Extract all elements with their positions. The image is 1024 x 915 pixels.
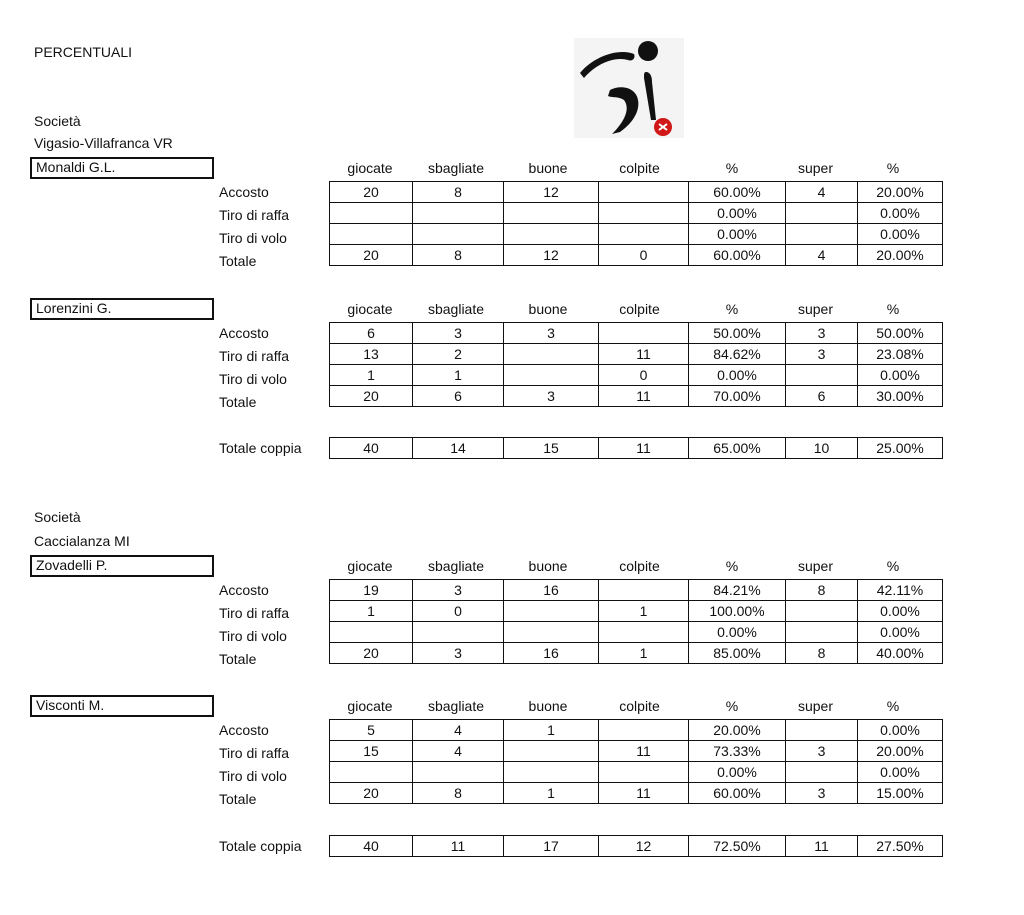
table-cell: 10: [786, 438, 858, 459]
table-cell: 20.00%: [689, 720, 786, 741]
table-cell: 1: [599, 643, 689, 664]
table-cell: 2: [413, 344, 504, 365]
table-cell: 6: [413, 386, 504, 407]
table-cell: 5: [330, 720, 413, 741]
column-header: sbagliate: [427, 301, 485, 317]
table-row: [330, 438, 943, 459]
player-name-box: Zovadelli P.: [30, 555, 214, 577]
table-cell: 50.00%: [689, 323, 786, 344]
row-label: Tiro di volo: [219, 371, 287, 387]
column-header: %: [725, 698, 739, 714]
table-cell: [599, 762, 689, 783]
table-cell: 0: [413, 601, 504, 622]
row-label: Accosto: [219, 582, 269, 598]
table-cell: 72.50%: [689, 836, 786, 857]
table-cell: [413, 762, 504, 783]
column-header: %: [725, 160, 739, 176]
table-cell: [330, 762, 413, 783]
table-cell: 3: [413, 323, 504, 344]
row-label: Accosto: [219, 722, 269, 738]
table-cell: 3: [786, 783, 858, 804]
row-label: Totale: [219, 791, 257, 807]
row-label: Tiro di raffa: [219, 605, 290, 621]
table-cell: [599, 622, 689, 643]
table-cell: [786, 762, 858, 783]
table-cell: 3: [786, 741, 858, 762]
table-cell: 1: [599, 601, 689, 622]
table-cell: 85.00%: [689, 643, 786, 664]
table-row: [330, 224, 943, 245]
table-cell: 0: [599, 245, 689, 266]
table-cell: 0.00%: [858, 203, 943, 224]
table-cell: 0.00%: [689, 622, 786, 643]
table-cell: 0.00%: [858, 762, 943, 783]
table-cell: [786, 622, 858, 643]
pair-total-label: Totale coppia: [219, 838, 302, 854]
row-label: Tiro di volo: [219, 230, 287, 246]
row-label: Tiro di volo: [219, 628, 287, 644]
column-header: super: [797, 160, 834, 176]
table-cell: 60.00%: [689, 783, 786, 804]
column-header: giocate: [347, 301, 393, 317]
column-header: super: [797, 698, 834, 714]
table-cell: 25.00%: [858, 438, 943, 459]
table-cell: 0.00%: [689, 365, 786, 386]
table-cell: [413, 203, 504, 224]
stats-table: [329, 719, 943, 804]
stats-table: [329, 437, 943, 459]
table-cell: 8: [413, 783, 504, 804]
column-header: colpite: [619, 698, 660, 714]
table-cell: 13: [330, 344, 413, 365]
table-cell: 20.00%: [858, 741, 943, 762]
column-header: %: [886, 558, 900, 574]
row-label: Tiro di raffa: [219, 348, 290, 364]
table-cell: 3: [504, 323, 599, 344]
table-row: [330, 245, 943, 266]
table-cell: 84.21%: [689, 580, 786, 601]
table-cell: [599, 720, 689, 741]
column-header: buone: [528, 301, 568, 317]
society-name: Caccialanza MI: [34, 533, 130, 549]
table-cell: [413, 622, 504, 643]
table-cell: 0.00%: [858, 601, 943, 622]
table-cell: 4: [413, 741, 504, 762]
table-row: [330, 643, 943, 664]
table-row: [330, 836, 943, 857]
table-cell: 27.50%: [858, 836, 943, 857]
row-label: Accosto: [219, 325, 269, 341]
row-label: Totale: [219, 394, 257, 410]
table-cell: [786, 720, 858, 741]
row-label: Tiro di raffa: [219, 207, 290, 223]
table-cell: 1: [413, 365, 504, 386]
table-cell: 42.11%: [858, 580, 943, 601]
table-row: [330, 762, 943, 783]
column-header: colpite: [619, 160, 660, 176]
table-cell: 1: [330, 365, 413, 386]
stats-table: [329, 181, 943, 266]
table-cell: 3: [413, 580, 504, 601]
table-row: [330, 365, 943, 386]
table-cell: 0.00%: [858, 365, 943, 386]
table-cell: [599, 323, 689, 344]
table-cell: 4: [786, 182, 858, 203]
table-cell: 15.00%: [858, 783, 943, 804]
table-cell: 6: [786, 386, 858, 407]
table-cell: 30.00%: [858, 386, 943, 407]
table-cell: 11: [599, 386, 689, 407]
table-cell: 3: [504, 386, 599, 407]
table-cell: [330, 224, 413, 245]
table-row: [330, 720, 943, 741]
table-cell: 11: [599, 438, 689, 459]
table-cell: [504, 741, 599, 762]
table-cell: [786, 203, 858, 224]
table-cell: 8: [413, 245, 504, 266]
table-row: [330, 580, 943, 601]
table-cell: 23.08%: [858, 344, 943, 365]
table-cell: 11: [599, 344, 689, 365]
column-header: %: [886, 301, 900, 317]
table-cell: 0.00%: [689, 203, 786, 224]
table-cell: 1: [504, 720, 599, 741]
table-cell: 60.00%: [689, 182, 786, 203]
table-cell: 50.00%: [858, 323, 943, 344]
column-header: super: [797, 558, 834, 574]
stats-table: [329, 835, 943, 857]
table-cell: 8: [786, 643, 858, 664]
pair-total-label: Totale coppia: [219, 440, 302, 456]
table-cell: 3: [413, 643, 504, 664]
table-cell: [504, 601, 599, 622]
stats-table: [329, 579, 943, 664]
row-label: Totale: [219, 651, 257, 667]
table-cell: 11: [599, 741, 689, 762]
table-row: [330, 622, 943, 643]
table-cell: [504, 365, 599, 386]
table-row: [330, 182, 943, 203]
player-name-box: Visconti M.: [30, 695, 214, 717]
row-label: Tiro di raffa: [219, 745, 290, 761]
table-cell: 0.00%: [858, 720, 943, 741]
table-row: [330, 741, 943, 762]
table-cell: 84.62%: [689, 344, 786, 365]
table-cell: 40: [330, 438, 413, 459]
table-cell: 6: [330, 323, 413, 344]
society-name: Vigasio-Villafranca VR: [34, 135, 173, 151]
table-cell: 4: [413, 720, 504, 741]
table-cell: 0.00%: [689, 224, 786, 245]
table-cell: 3: [786, 344, 858, 365]
column-header: giocate: [347, 160, 393, 176]
table-cell: 8: [786, 580, 858, 601]
table-cell: [413, 224, 504, 245]
table-cell: [504, 203, 599, 224]
column-header: colpite: [619, 301, 660, 317]
column-header: giocate: [347, 558, 393, 574]
table-cell: 73.33%: [689, 741, 786, 762]
table-cell: 20: [330, 783, 413, 804]
table-cell: 17: [504, 836, 599, 857]
table-cell: [504, 762, 599, 783]
column-header: %: [725, 558, 739, 574]
table-cell: 20: [330, 182, 413, 203]
table-cell: 8: [413, 182, 504, 203]
column-header: giocate: [347, 698, 393, 714]
table-row: [330, 783, 943, 804]
table-cell: 4: [786, 245, 858, 266]
column-header: %: [886, 160, 900, 176]
table-cell: 100.00%: [689, 601, 786, 622]
table-cell: [786, 365, 858, 386]
table-cell: 11: [786, 836, 858, 857]
table-cell: [599, 203, 689, 224]
society-label: Società: [34, 113, 81, 129]
table-row: [330, 323, 943, 344]
table-row: [330, 386, 943, 407]
column-header: colpite: [619, 558, 660, 574]
stats-table: [329, 322, 943, 407]
table-cell: 12: [599, 836, 689, 857]
page-title: PERCENTUALI: [34, 44, 133, 60]
table-cell: 20: [330, 643, 413, 664]
table-cell: 20.00%: [858, 245, 943, 266]
row-label: Tiro di volo: [219, 768, 287, 784]
table-cell: 40: [330, 836, 413, 857]
table-cell: [599, 182, 689, 203]
table-cell: 60.00%: [689, 245, 786, 266]
table-cell: 15: [504, 438, 599, 459]
column-header: buone: [528, 160, 568, 176]
table-cell: 70.00%: [689, 386, 786, 407]
column-header: buone: [528, 558, 568, 574]
table-cell: 3: [786, 323, 858, 344]
table-cell: [786, 601, 858, 622]
table-cell: 20: [330, 245, 413, 266]
table-cell: 1: [504, 783, 599, 804]
column-header: super: [797, 301, 834, 317]
table-cell: 0.00%: [858, 622, 943, 643]
table-cell: [504, 622, 599, 643]
table-cell: [504, 224, 599, 245]
table-cell: [599, 224, 689, 245]
column-header: sbagliate: [427, 558, 485, 574]
table-cell: 14: [413, 438, 504, 459]
table-cell: 65.00%: [689, 438, 786, 459]
bocce-player-icon: [574, 38, 684, 138]
column-header: %: [725, 301, 739, 317]
row-label: Accosto: [219, 184, 269, 200]
column-header: sbagliate: [427, 698, 485, 714]
table-cell: [504, 344, 599, 365]
row-label: Totale: [219, 253, 257, 269]
table-cell: 11: [599, 783, 689, 804]
table-cell: [330, 622, 413, 643]
table-row: [330, 344, 943, 365]
table-cell: 20.00%: [858, 182, 943, 203]
table-cell: 11: [413, 836, 504, 857]
table-cell: 16: [504, 580, 599, 601]
table-cell: [599, 580, 689, 601]
table-cell: 12: [504, 245, 599, 266]
table-cell: 40.00%: [858, 643, 943, 664]
table-cell: 19: [330, 580, 413, 601]
column-header: sbagliate: [427, 160, 485, 176]
column-header: %: [886, 698, 900, 714]
table-cell: 20: [330, 386, 413, 407]
society-label: Società: [34, 509, 81, 525]
player-name-box: Monaldi G.L.: [30, 157, 214, 179]
table-cell: 0.00%: [689, 762, 786, 783]
table-cell: 0.00%: [858, 224, 943, 245]
table-cell: 16: [504, 643, 599, 664]
table-cell: [786, 224, 858, 245]
player-name-box: Lorenzini G.: [30, 298, 214, 320]
table-row: [330, 203, 943, 224]
table-cell: 1: [330, 601, 413, 622]
table-cell: 15: [330, 741, 413, 762]
table-row: [330, 601, 943, 622]
table-cell: 0: [599, 365, 689, 386]
table-cell: 12: [504, 182, 599, 203]
table-cell: [330, 203, 413, 224]
column-header: buone: [528, 698, 568, 714]
